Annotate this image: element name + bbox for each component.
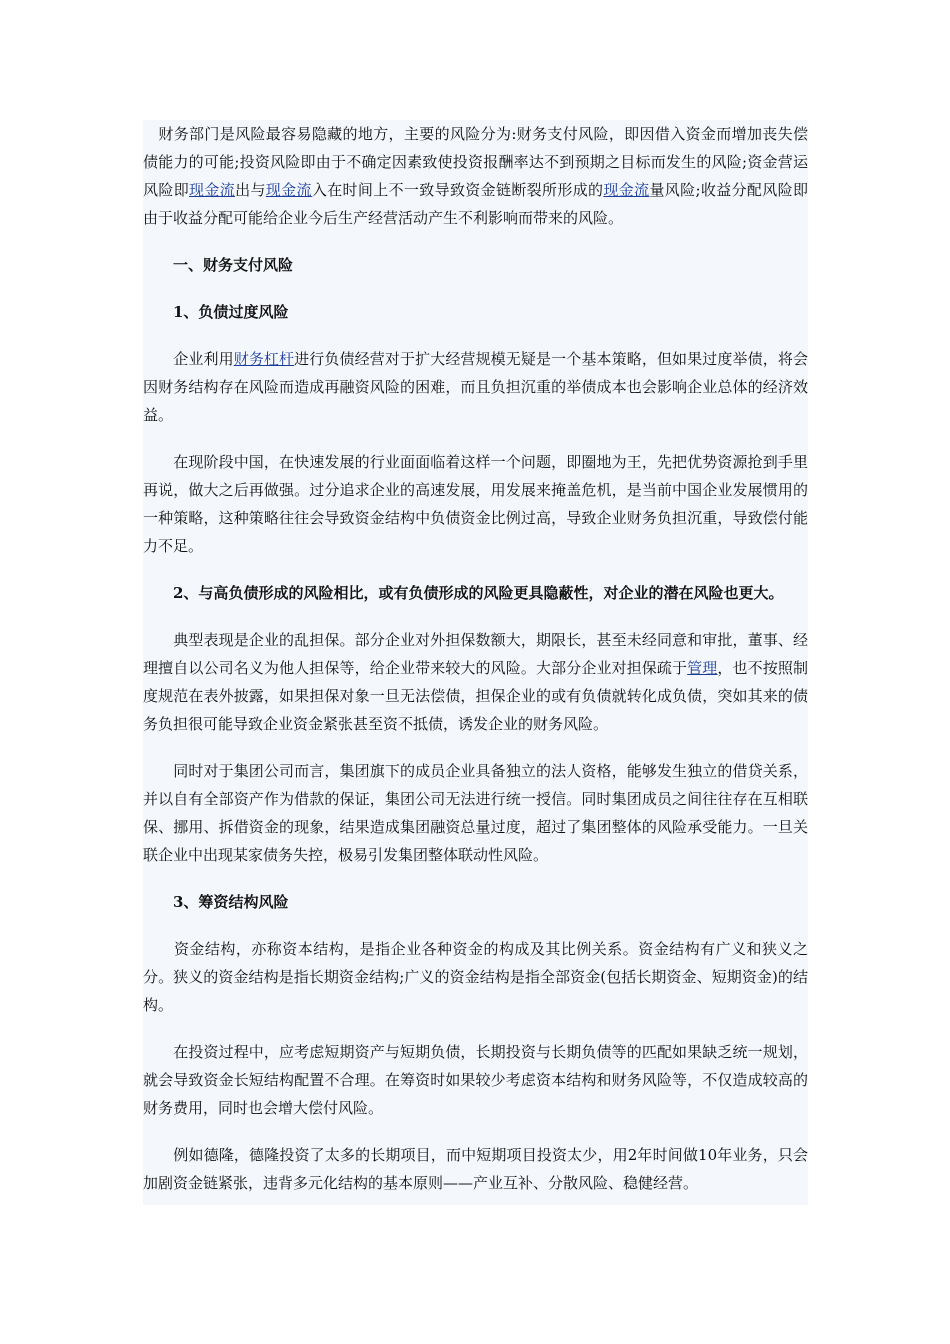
investment-paragraph: 在投资过程中，应考虑短期资产与短期负债，长期投资与长期负债等的匹配如果缺乏统一规划，就会导致资金长短结构配置不合理。在筹资时如果较少考虑资本结构和财务风险等，不仅造成较高的财务费用，同时也会增大偿付风险。 <box>143 1043 808 1117</box>
article-body <box>143 120 808 1205</box>
intro-text-2: 出与 <box>235 181 266 199</box>
cash-flow-link-1[interactable]: 现金流 <box>189 181 236 199</box>
cash-flow-link-3[interactable]: 现金流 <box>603 181 650 199</box>
subsection-heading-2: 2、与高负债形成的风险相比，或有负债形成的风险更具隐蔽性，对企业的潜在风险也更大。 <box>143 584 784 602</box>
section-heading-1: 一、财务支付风险 <box>143 256 294 274</box>
leverage-text-2: 进行负债经营对于扩大经营规模无疑是一个基本策略，但如果过度举债，将会因财务结构存在风险而造成再融资风险的困难，而且负担沉重的举债成本也会影响企业总体的经济效益。 <box>143 350 808 424</box>
intro-text-4: 量风险;收益分配风险即由于收益分配可能给企业今后生产经营活动产生不利影响而带来的风险。 <box>143 181 808 227</box>
guarantee-paragraph <box>143 626 808 738</box>
financial-leverage-link[interactable]: 财务杠杆 <box>233 350 295 368</box>
intro-paragraph <box>143 120 808 232</box>
management-link[interactable]: 管理 <box>687 659 718 677</box>
leverage-text-1: 企业利用 <box>143 350 234 368</box>
delong-paragraph: 例如德隆，德隆投资了太多的长期项目，而中短期项目投资太少，用2年时间做10年业务，只会加剧资金链紧张，违背多元化结构的基本原则——产业互补、分散风险、稳健经营。 <box>143 1146 808 1192</box>
guarantee-text-2: ，也不按照制度规范在表外披露，如果担保对象一旦无法偿债，担保企业的或有负债就转化成负债，突如其来的债务负担很可能导致企业资金紧张甚至资不抵债，诱发企业的财务风险。 <box>143 659 808 733</box>
cash-flow-link-2[interactable]: 现金流 <box>265 181 312 199</box>
subsection-heading-3: 3、筹资结构风险 <box>143 893 289 911</box>
guarantee-text-1: 典型表现是企业的乱担保。部分企业对外担保数额大，期限长，甚至未经同意和审批，董事、经理擅自以公司名义为他人担保等，给企业带来较大的风险。大部分企业对担保疏于 <box>143 631 808 677</box>
group-company-paragraph: 同时对于集团公司而言，集团旗下的成员企业具备独立的法人资格，能够发生独立的借贷关系，并以自有全部资产作为借款的保证，集团公司无法进行统一授信。同时集团成员之间往往存在互相联保、挪用、拆借资金的现象，结果造成集团融资总量过度，超过了集团整体的风险承受能力。一旦关联企业中出现某家债务失控，极易引发集团整体联动性风险。 <box>143 762 808 864</box>
intro-text-1: 财务部门是风险最容易隐藏的地方，主要的风险分为:财务支付风险，即因借入资金而增加丧失偿债能力的可能;投资风险即由于不确定因素致使投资报酬率达不到预期之目标而发生的风险;资金营运风险即 <box>143 125 808 199</box>
capital-structure-paragraph: 资金结构，亦称资本结构，是指企业各种资金的构成及其比例关系。资金结构有广义和狭义之分。狭义的资金结构是指长期资金结构;广义的资金结构是指全部资金(包括长期资金、短期资金)的结构。 <box>143 940 808 1014</box>
subsection-heading-1: 1、负债过度风险 <box>143 303 289 321</box>
china-paragraph: 在现阶段中国，在快速发展的行业面面临着这样一个问题，即圈地为王，先把优势资源抢到手里再说，做大之后再做强。过分追求企业的高速发展，用发展来掩盖危机，是当前中国企业发展惯用的一种策略，这种策略往往会导致资金结构中负债资金比例过高，导致企业财务负担沉重，导致偿付能力不足。 <box>143 453 808 555</box>
leverage-paragraph <box>143 345 808 429</box>
intro-text-3: 入在时间上不一致导致资金链断裂所形成的 <box>311 181 604 199</box>
